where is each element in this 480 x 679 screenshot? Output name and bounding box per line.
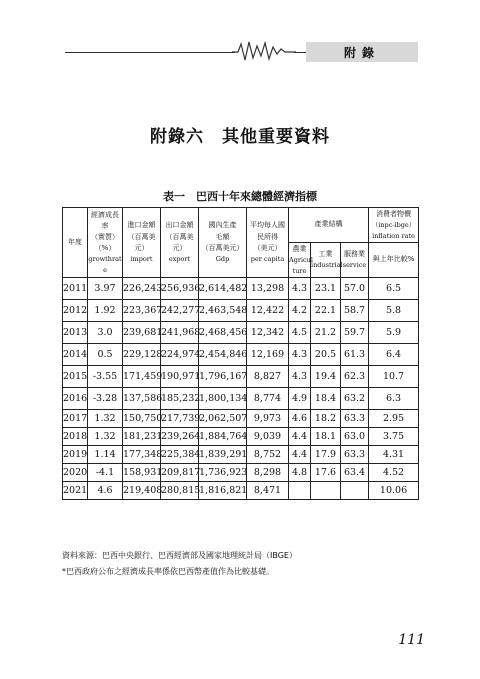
table-cell: 2,454,846 [199, 343, 247, 365]
table-cell: 3.97 [88, 277, 123, 299]
table-cell: 4.9 [289, 387, 311, 409]
table-row [63, 409, 419, 427]
table-cell: 23.1 [311, 277, 341, 299]
table-cell: 177,348 [123, 445, 161, 463]
table-row [63, 343, 419, 365]
table-cell: 4.5 [289, 321, 311, 343]
table-cell: 8,827 [247, 365, 289, 387]
table-cell: 137,586 [123, 387, 161, 409]
table-cell: 12,342 [247, 321, 289, 343]
table-cell: 4.6 [88, 481, 123, 499]
table-cell: 8,774 [247, 387, 289, 409]
table-row [63, 445, 419, 463]
table-cell [341, 481, 369, 499]
table-cell: 4.4 [289, 427, 311, 445]
table-cell: 2,062,507 [199, 409, 247, 427]
table-cell: 1,884,764 [199, 427, 247, 445]
waveform-icon [232, 40, 296, 62]
table-cell: 6.3 [369, 387, 419, 409]
table-cell: 185,232 [161, 387, 199, 409]
table-cell: 280,815 [161, 481, 199, 499]
header-import: 進口金額 （百萬美元） import [123, 208, 161, 278]
table-cell: 1,839,291 [199, 445, 247, 463]
table-cell: 1,800,134 [199, 387, 247, 409]
table-cell: 17.6 [311, 463, 341, 481]
table-row [63, 427, 419, 445]
table-cell: 242,277 [161, 299, 199, 321]
footnotes [62, 548, 432, 580]
table-cell: 2021 [63, 481, 88, 499]
table-cell: 63.4 [341, 463, 369, 481]
table-cell: 2,614,482 [199, 277, 247, 299]
table-cell: 3.0 [88, 321, 123, 343]
table-cell: 6.4 [369, 343, 419, 365]
table-cell: 1.32 [88, 409, 123, 427]
table-cell: 22.1 [311, 299, 341, 321]
table-cell: 2019 [63, 445, 88, 463]
table-cell: 13,298 [247, 277, 289, 299]
table-cell: 1,816,821 [199, 481, 247, 499]
header-growth: 經濟成長 率 （實質） （%） growthrat e [88, 208, 123, 278]
table-cell [311, 481, 341, 499]
table-cell: 0.5 [88, 343, 123, 365]
table-cell: -3.55 [88, 365, 123, 387]
table-title: 表一 巴西十年來總體經濟指標 [163, 190, 317, 203]
table-cell: 2011 [63, 277, 88, 299]
table-cell: 226,243 [123, 277, 161, 299]
economic-indicators-table [62, 207, 419, 500]
table-cell: 2018 [63, 427, 88, 445]
table-cell: 8,298 [247, 463, 289, 481]
table-row [63, 463, 419, 481]
table-cell: 4.3 [289, 277, 311, 299]
table-cell: 1,796,167 [199, 365, 247, 387]
table-cell: 12,169 [247, 343, 289, 365]
table-cell: 239,681 [123, 321, 161, 343]
table-cell: 4.8 [289, 463, 311, 481]
table-cell: 57.0 [341, 277, 369, 299]
table-cell: 256,936 [161, 277, 199, 299]
table-cell: -4.1 [88, 463, 123, 481]
chapter-title: 附錄六 其他重要資料 [150, 127, 330, 147]
table-cell: 19.4 [311, 365, 341, 387]
table-cell: 5.8 [369, 299, 419, 321]
table-cell: 63.0 [341, 427, 369, 445]
table-cell: 1.92 [88, 299, 123, 321]
table-row [63, 321, 419, 343]
table-cell: 4.3 [289, 365, 311, 387]
table-cell: 2,468,456 [199, 321, 247, 343]
table-cell: 2020 [63, 463, 88, 481]
table-cell: 8,471 [247, 481, 289, 499]
header-year: 年度 [63, 208, 88, 278]
table-cell: 4.2 [289, 299, 311, 321]
table-cell: 2013 [63, 321, 88, 343]
table-cell: 4.3 [289, 343, 311, 365]
table-cell: 61.3 [341, 343, 369, 365]
table-cell: 2,463,548 [199, 299, 247, 321]
table-cell: 20.5 [311, 343, 341, 365]
table-cell: 58.7 [341, 299, 369, 321]
table-row [63, 277, 419, 299]
source-note: 資料來源：巴西中央銀行、巴西經濟部及國家地理統計局（IBGE） [62, 551, 297, 560]
table-cell: 9,973 [247, 409, 289, 427]
table-cell: 219,408 [123, 481, 161, 499]
header-rule-left [65, 52, 235, 53]
table-cell: 8,752 [247, 445, 289, 463]
table-cell: 63.3 [341, 445, 369, 463]
table-cell: 224,974 [161, 343, 199, 365]
table-cell: 63.2 [341, 387, 369, 409]
table-cell: 18.4 [311, 387, 341, 409]
table-cell: 1,736,923 [199, 463, 247, 481]
page-number: 111 [398, 632, 425, 648]
table-cell: 18.2 [311, 409, 341, 427]
table-row [63, 299, 419, 321]
table-cell: 229,128 [123, 343, 161, 365]
table-cell: 2.95 [369, 409, 419, 427]
header-industrial: 工業 industrial [311, 242, 341, 277]
page-header [0, 0, 480, 70]
table-cell: 4.52 [369, 463, 419, 481]
table-cell: 171,459 [123, 365, 161, 387]
table-cell: 225,384 [161, 445, 199, 463]
table-cell: 4.4 [289, 445, 311, 463]
table-cell: 150,750 [123, 409, 161, 427]
table-cell: 59.7 [341, 321, 369, 343]
table-row [63, 365, 419, 387]
section-tab: 附錄 [306, 42, 418, 62]
table-body [63, 277, 419, 499]
table-cell: 10.7 [369, 365, 419, 387]
header-agri: 農業 Agricul ture [289, 242, 311, 277]
table-cell: 190,971 [161, 365, 199, 387]
table-cell: 2017 [63, 409, 88, 427]
table-cell: 2015 [63, 365, 88, 387]
table-cell: 18.1 [311, 427, 341, 445]
table-cell: 12,422 [247, 299, 289, 321]
table-cell: 158,931 [123, 463, 161, 481]
table-cell [289, 481, 311, 499]
table-cell: 181,231 [123, 427, 161, 445]
table-cell: 223,367 [123, 299, 161, 321]
header-export: 出口金額 （百萬美元） export [161, 208, 199, 278]
table-cell: 239,264 [161, 427, 199, 445]
table-cell: 1.14 [88, 445, 123, 463]
table-cell: 4.31 [369, 445, 419, 463]
table-cell: 17.9 [311, 445, 341, 463]
header-gdp: 國內生產 毛額 （百萬美元） Gdp [199, 208, 247, 278]
table-cell: 217,739 [161, 409, 199, 427]
table-cell: 4.6 [289, 409, 311, 427]
table-cell: 6.5 [369, 277, 419, 299]
table-cell: 63.3 [341, 409, 369, 427]
growth-note: *巴西政府公布之經濟成長率係依巴西幣產值作為比較基礎。 [62, 567, 274, 576]
header-industry-structure: 產業結構 [289, 208, 369, 243]
header-yoy: 與上年比較% [369, 242, 419, 277]
table-cell: 21.2 [311, 321, 341, 343]
table-cell: 2016 [63, 387, 88, 409]
table-cell: 241,968 [161, 321, 199, 343]
table-cell: 10.06 [369, 481, 419, 499]
table-cell: 9,039 [247, 427, 289, 445]
table-cell: 5.9 [369, 321, 419, 343]
table-cell: 2014 [63, 343, 88, 365]
table-cell: 2012 [63, 299, 88, 321]
table-row [63, 481, 419, 499]
table-cell: 209,817 [161, 463, 199, 481]
table-row [63, 387, 419, 409]
table-cell: 1.32 [88, 427, 123, 445]
table-cell: 3.75 [369, 427, 419, 445]
header-service: 服務業 service [341, 242, 369, 277]
header-inflation: 消費者物價 （inpc-ibge） inflation rate [369, 208, 419, 243]
table-cell: -3.28 [88, 387, 123, 409]
header-per-capita: 平均每人國 民所得 （美元） per capita [247, 208, 289, 278]
table-cell: 62.3 [341, 365, 369, 387]
